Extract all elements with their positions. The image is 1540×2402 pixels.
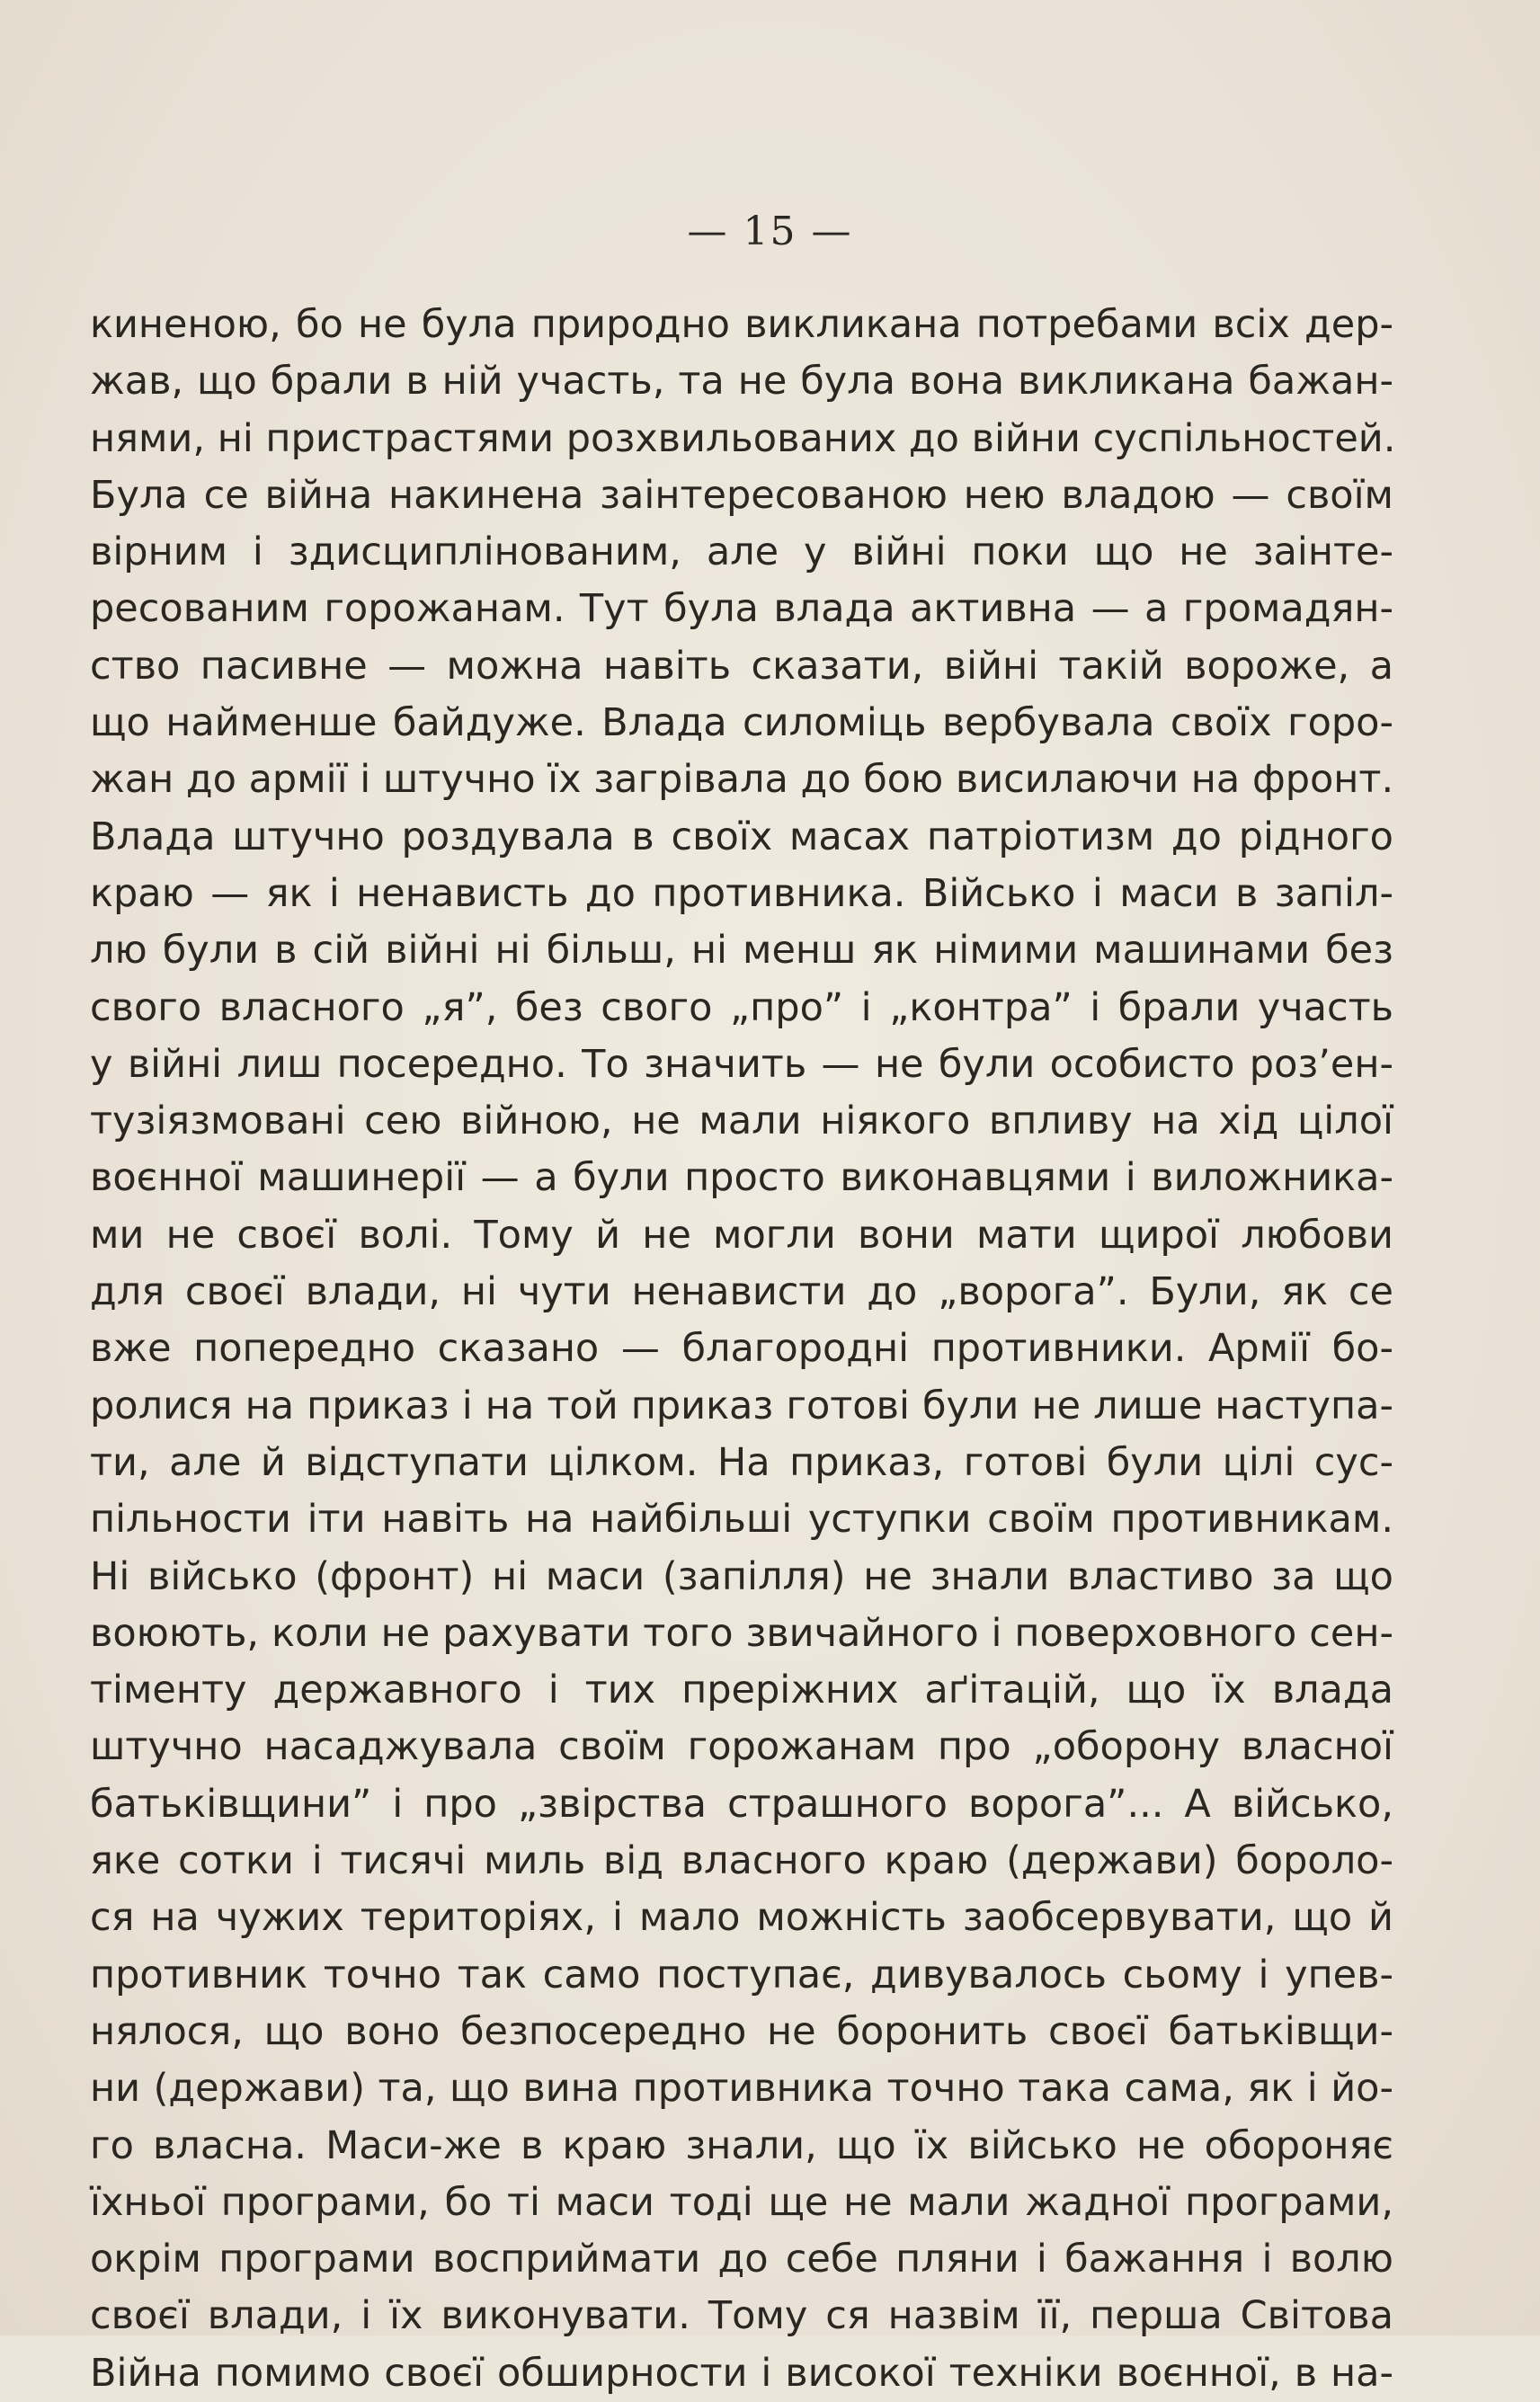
text-line: Війна помимо своєї обширности і високої техніки воєнної, в на-: [90, 2350, 1393, 2396]
text-line: воєнної машинерії — а були просто виконавцями і виложника-: [90, 1155, 1393, 1201]
text-line: для своєї влади, ні чути ненависти до „ворога”. Були, як се: [90, 1269, 1393, 1315]
text-line: пільности іти навіть на найбільші уступки своїм противникам.: [90, 1497, 1393, 1543]
text-line: ресованим горожанам. Тут була влада активна — а громадян-: [90, 586, 1393, 632]
text-line: го власна. Маси-же в краю знали, що їх військо не обороняє: [90, 2122, 1393, 2168]
text-line: вірним і здисциплінованим, але у війні поки що не заінте-: [90, 529, 1393, 575]
text-line: батьківщини” і про „звірства страшного ворога”... А військо,: [90, 1781, 1393, 1827]
text-line: противник точно так само поступає, дивувалось сьому і упев-: [90, 1952, 1393, 1997]
text-line: тузіязмовані сею війною, не мали ніякого впливу на хід цілої: [90, 1099, 1393, 1144]
text-line: яке сотки і тисячі миль від власного краю (держави) бороло-: [90, 1838, 1393, 1884]
text-line: нями, ні пристрастями розхвильованих до війни суспільностей.: [90, 415, 1396, 461]
text-line: ми не своєї волі. Тому й не могли вони мати щирої любови: [90, 1212, 1393, 1258]
text-line: окрім програми восприймати до себе пляни і бажання і волю: [90, 2237, 1393, 2282]
text-line: воюють, коли не рахувати того звичайного і поверховного сен-: [90, 1610, 1393, 1656]
text-line: Влада штучно роздувала в своїх масах патріотизм до рідного: [90, 814, 1393, 859]
text-line: лю були в сій війні ні більш, ні менш як німими машинами без: [90, 928, 1393, 974]
text-line: жав, що брали в ній участь, та не була вона викликана бажан-: [90, 359, 1393, 405]
text-line: Ні військо (фронт) ні маси (запілля) не знали властиво за що: [90, 1553, 1393, 1599]
body-text: [90, 297, 1396, 2402]
text-line: своєї влади, і їх виконувати. Тому ся назвім її, перша Світова: [90, 2293, 1393, 2339]
text-line: ся на чужих територіях, і мало можність заобсервувати, що й: [90, 1895, 1393, 1941]
text-line: у війні лиш посередно. То значить — не були особисто роз’ен-: [90, 1041, 1393, 1087]
text-line: свого власного „я”, без свого „про” і „контра” і брали участь: [90, 984, 1393, 1030]
text-line: ни (держави) та, що вина противника точно така сама, як і йо-: [90, 2066, 1393, 2112]
text-line: тіменту державного і тих преріжних аґітацій, що їх влада: [90, 1668, 1393, 1713]
text-line: киненою, бо не була природно викликана потребами всіх дер-: [90, 302, 1393, 347]
text-line: що найменше байдуже. Влада силоміць вербувала своїх горо-: [90, 700, 1393, 746]
text-line: Була се війна накинена заінтересованою нею владою — своїм: [90, 472, 1393, 518]
text-line: штучно насаджувала своїм горожанам про „оборону власної: [90, 1724, 1393, 1770]
text-line: ролися на приказ і на той приказ готові були не лише наступа-: [90, 1383, 1393, 1428]
text-line: жан до армії і штучно їх загрівала до бою висилаючи на фронт.: [90, 757, 1394, 803]
text-line: ство пасивне — можна навіть сказати, війні такій вороже, а: [90, 643, 1393, 689]
text-line: краю — як і ненависть до противника. Військо і маси в запіл-: [90, 870, 1393, 916]
text-line: їхньої програми, бо ті маси тоді ще не мали жадної програми,: [90, 2179, 1393, 2225]
text-line: вже попередно сказано — благородні противники. Армії бо-: [90, 1326, 1393, 1372]
text-line: ти, але й відступати цілком. На приказ, готові були цілі сус-: [90, 1439, 1393, 1485]
page-number: — 15 —: [687, 209, 853, 254]
text-line: нялося, що воно безпосередно не боронить своєї батьківщи-: [90, 2008, 1393, 2054]
